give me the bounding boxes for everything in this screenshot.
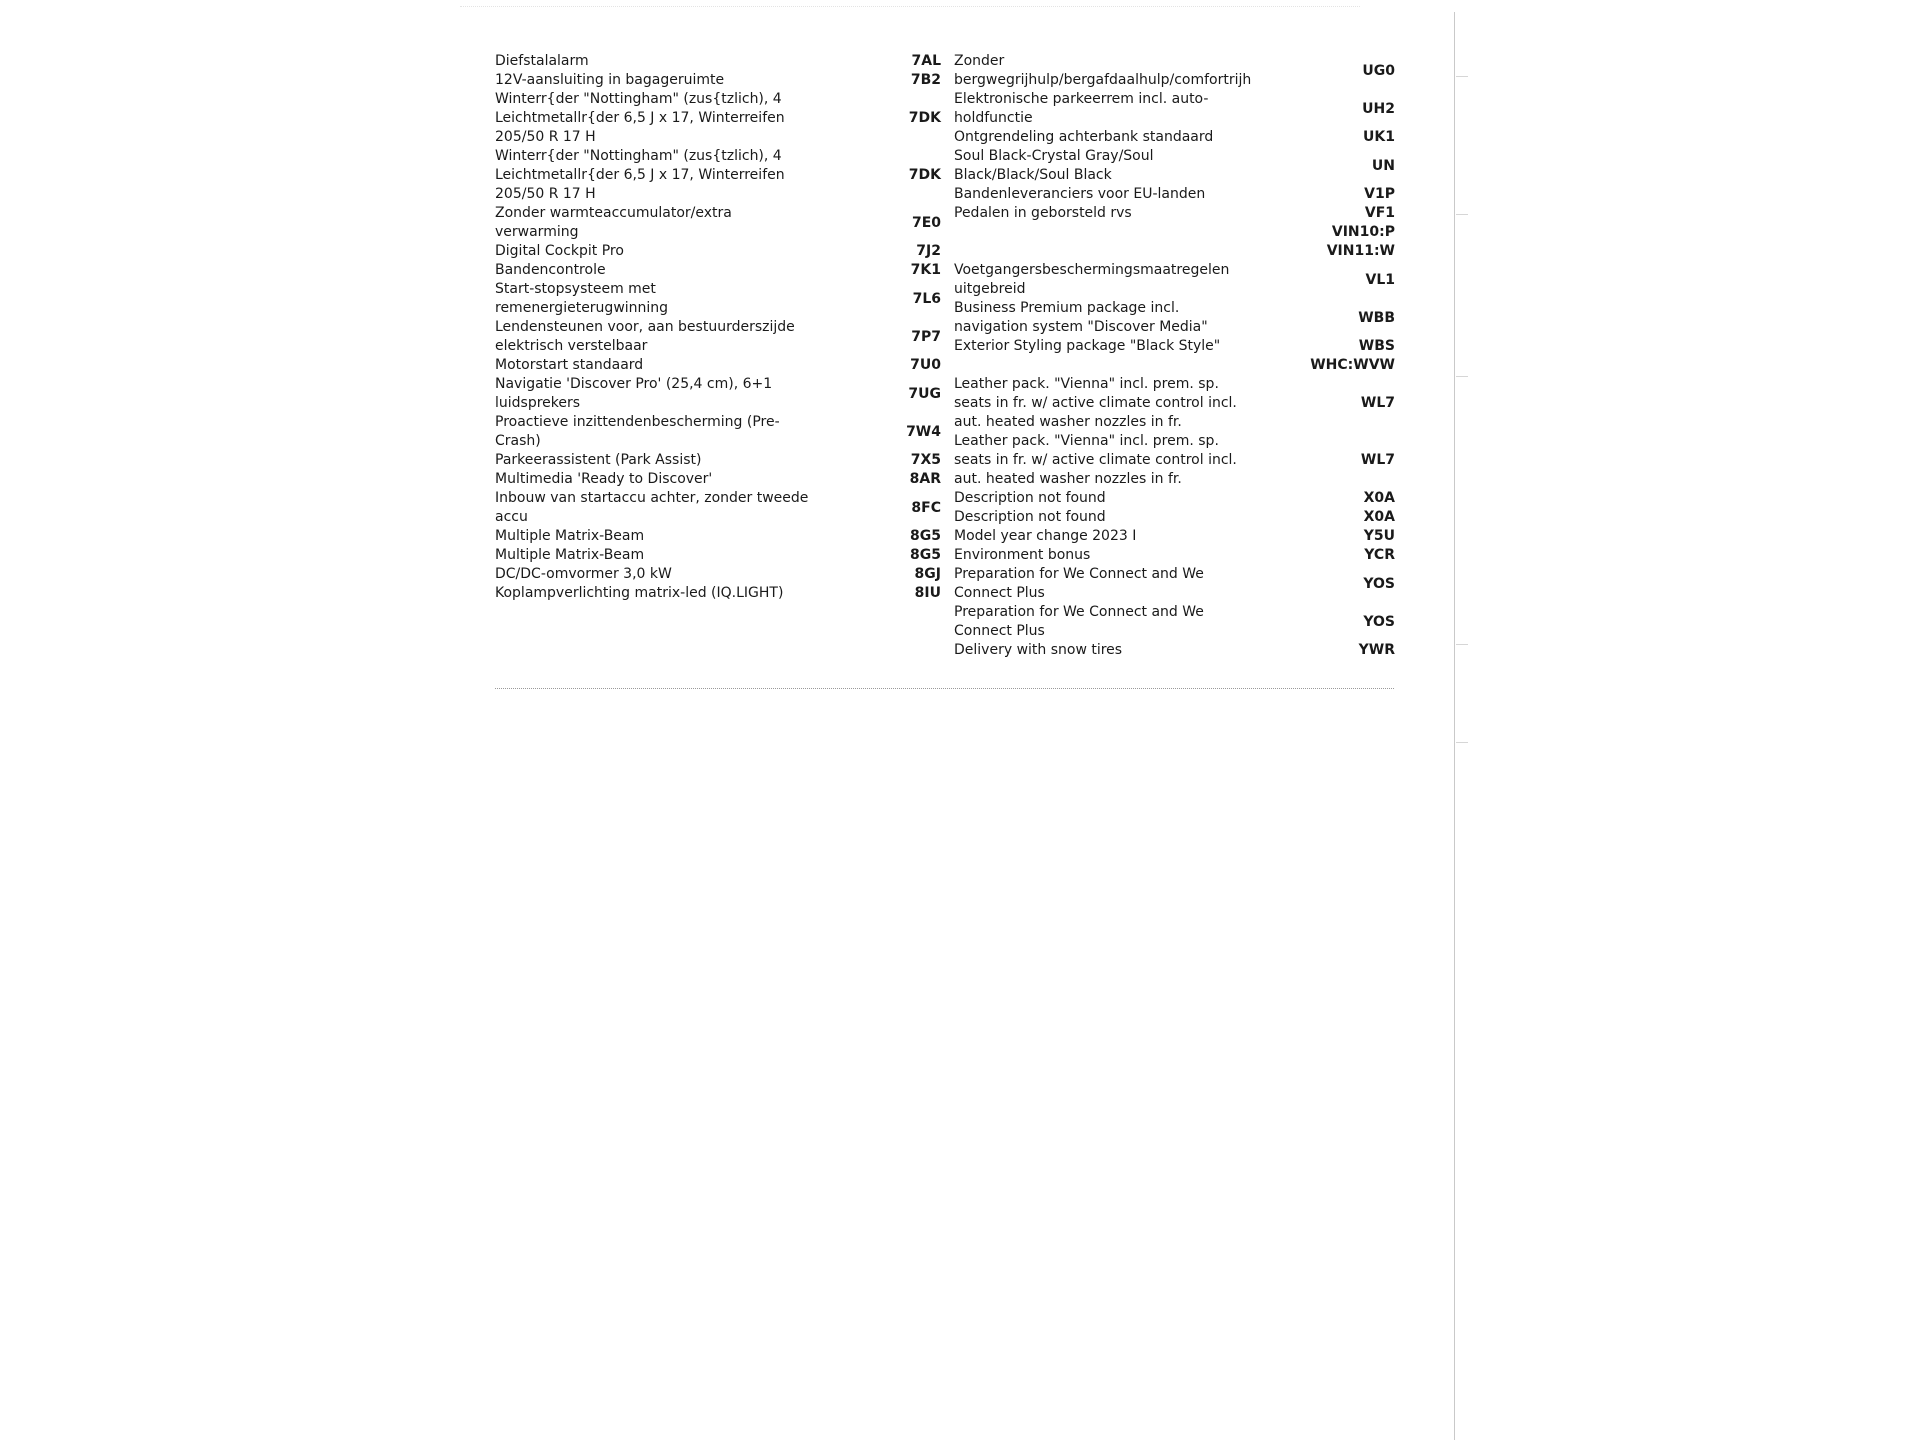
option-description: Leather pack. "Vienna" incl. prem. sp. seats in fr. w/ active climate control incl. aut. heated washer nozzles in fr.	[954, 433, 1237, 487]
option-row	[954, 242, 1395, 261]
left-column	[495, 52, 941, 603]
option-code: VIN10:P	[1331, 224, 1395, 240]
option-code: YOS	[1363, 575, 1395, 592]
option-description: Winterr{der "Nottingham" (zus{tzlich), 4 Leichtmetallr{der 6,5 J x 17, Winterreifen 205/50 R 17 H	[495, 91, 785, 145]
edge-tick	[1456, 376, 1468, 377]
option-code: 7DK	[908, 167, 941, 183]
option-code: WL7	[1360, 452, 1395, 468]
option-description: Ontgrendeling achterbank standaard	[954, 129, 1214, 145]
page-edge	[1454, 12, 1455, 1440]
option-description: Koplampverlichting matrix-led (IQ.LIGHT)	[495, 585, 784, 601]
option-code: VIN11:W	[1326, 243, 1395, 259]
edge-tick	[1456, 742, 1468, 743]
option-description: Motorstart standaard	[495, 357, 644, 373]
option-row	[495, 546, 941, 565]
option-description: Environment bonus	[954, 547, 1091, 563]
option-row	[954, 603, 1395, 641]
option-row	[495, 242, 941, 261]
right-column	[954, 52, 1395, 660]
option-code: WL7	[1360, 395, 1395, 411]
option-row	[954, 90, 1395, 128]
option-description: Lendensteunen voor, aan bestuurderszijde elektrisch verstelbaar	[495, 319, 795, 354]
option-code: 7J2	[916, 243, 941, 259]
option-code: WHC:WVW	[1310, 357, 1395, 373]
option-description: Preparation for We Connect and We Connect Plus	[954, 604, 1204, 639]
option-description: Elektronische parkeerrem incl. auto- holdfunctie	[954, 91, 1209, 126]
option-row	[954, 128, 1395, 147]
option-row	[495, 52, 941, 71]
option-code: V1P	[1364, 186, 1395, 202]
option-description: Bandenleveranciers voor EU-landen	[954, 186, 1206, 202]
option-description: Zonder warmteaccumulator/extra verwarming	[495, 205, 732, 240]
option-code: UH2	[1362, 100, 1395, 117]
option-code: 8FC	[911, 499, 941, 516]
option-description: Proactieve inzittendenbescherming (Pre- Crash)	[495, 414, 780, 449]
option-row	[954, 527, 1395, 546]
option-row	[954, 641, 1395, 660]
option-code: 7X5	[910, 452, 941, 468]
option-code: WBB	[1358, 309, 1395, 326]
option-row	[954, 432, 1395, 489]
option-code: VL1	[1365, 271, 1395, 288]
option-row	[495, 375, 941, 413]
option-code: 8G5	[910, 528, 941, 544]
option-code: VF1	[1364, 205, 1395, 221]
option-description: Zonder bergwegrijhulp/bergafdaalhulp/comfortrijh	[954, 53, 1252, 88]
option-row	[954, 337, 1395, 356]
option-description: Multiple Matrix-Beam	[495, 547, 645, 563]
option-row	[495, 527, 941, 546]
option-row	[954, 261, 1395, 299]
option-row	[495, 280, 941, 318]
edge-tick	[1456, 76, 1468, 77]
option-row	[495, 147, 941, 204]
option-code: Y5U	[1363, 528, 1395, 544]
option-description: Pedalen in geborsteld rvs	[954, 205, 1132, 221]
option-row	[495, 584, 941, 603]
option-code: X0A	[1363, 490, 1395, 506]
option-code: YOS	[1363, 613, 1395, 630]
option-code: YCR	[1364, 547, 1395, 563]
option-description: 12V-aansluiting in bagageruimte	[495, 72, 725, 88]
option-code: 8IU	[914, 585, 941, 601]
option-code: 8G5	[910, 547, 941, 563]
option-row	[495, 356, 941, 375]
option-row	[954, 52, 1395, 90]
option-description: Description not found	[954, 490, 1106, 506]
option-row	[495, 413, 941, 451]
option-row	[495, 470, 941, 489]
option-row	[954, 565, 1395, 603]
option-row	[954, 508, 1395, 527]
option-row	[495, 71, 941, 90]
option-description: Bandencontrole	[495, 262, 606, 278]
option-description: Multimedia 'Ready to Discover'	[495, 471, 713, 487]
option-description: Diefstalalarm	[495, 53, 589, 69]
option-description: Business Premium package incl. navigation system "Discover Media"	[954, 300, 1208, 335]
option-code: 7AL	[911, 53, 941, 69]
option-description: Model year change 2023 I	[954, 528, 1137, 544]
scan-artifact-top	[460, 6, 1360, 8]
option-row	[954, 489, 1395, 508]
option-row	[495, 90, 941, 147]
option-row	[954, 204, 1395, 223]
option-code: 7E0	[911, 214, 941, 231]
option-code: X0A	[1363, 509, 1395, 525]
option-description: Leather pack. "Vienna" incl. prem. sp. seats in fr. w/ active climate control incl. aut. heated washer nozzles in fr.	[954, 376, 1237, 430]
option-row	[495, 489, 941, 527]
option-row	[954, 375, 1395, 432]
separator-line	[495, 688, 1394, 689]
option-row	[954, 356, 1395, 375]
option-description: Parkeerassistent (Park Assist)	[495, 452, 702, 468]
option-description: Voetgangersbeschermingsmaatregelen uitgebreid	[954, 262, 1230, 297]
option-row	[495, 318, 941, 356]
option-description: Exterior Styling package "Black Style"	[954, 338, 1221, 354]
edge-tick	[1456, 214, 1468, 215]
option-description: Multiple Matrix-Beam	[495, 528, 645, 544]
option-code: 7DK	[908, 110, 941, 126]
option-code: WBS	[1358, 338, 1395, 354]
option-code: YWR	[1358, 642, 1395, 658]
option-description: Delivery with snow tires	[954, 642, 1123, 658]
option-code: UN	[1371, 157, 1395, 174]
option-description: Soul Black-Crystal Gray/Soul Black/Black/Soul Black	[954, 148, 1154, 183]
option-row	[954, 299, 1395, 337]
option-code: 7B2	[910, 72, 941, 88]
option-code: 7W4	[906, 423, 941, 440]
option-row	[954, 185, 1395, 204]
option-row	[495, 451, 941, 470]
option-description: Inbouw van startaccu achter, zonder tweede accu	[495, 490, 809, 525]
option-description: Navigatie 'Discover Pro' (25,4 cm), 6+1 luidsprekers	[495, 376, 773, 411]
option-description: Description not found	[954, 509, 1106, 525]
option-code: UK1	[1363, 129, 1395, 145]
option-row	[495, 565, 941, 584]
option-code: 8AR	[909, 471, 941, 487]
option-code: 7U0	[910, 357, 941, 373]
option-description: Preparation for We Connect and We Connect Plus	[954, 566, 1204, 601]
edge-tick	[1456, 644, 1468, 645]
option-code: 7P7	[911, 328, 941, 345]
option-description: Digital Cockpit Pro	[495, 243, 624, 259]
option-code: 7L6	[912, 290, 941, 307]
option-description: Winterr{der "Nottingham" (zus{tzlich), 4 Leichtmetallr{der 6,5 J x 17, Winterreifen 205/50 R 17 H	[495, 148, 785, 202]
option-row	[954, 147, 1395, 185]
option-row	[495, 204, 941, 242]
option-row	[954, 223, 1395, 242]
option-code: 7K1	[910, 262, 941, 278]
option-description: Start-stopsysteem met remenergieterugwinning	[495, 281, 669, 316]
option-description: DC/DC-omvormer 3,0 kW	[495, 566, 672, 582]
option-code: UG0	[1362, 62, 1395, 79]
option-row	[954, 546, 1395, 565]
option-code: 8GJ	[914, 566, 941, 582]
option-row	[495, 261, 941, 280]
option-code: 7UG	[908, 385, 941, 402]
